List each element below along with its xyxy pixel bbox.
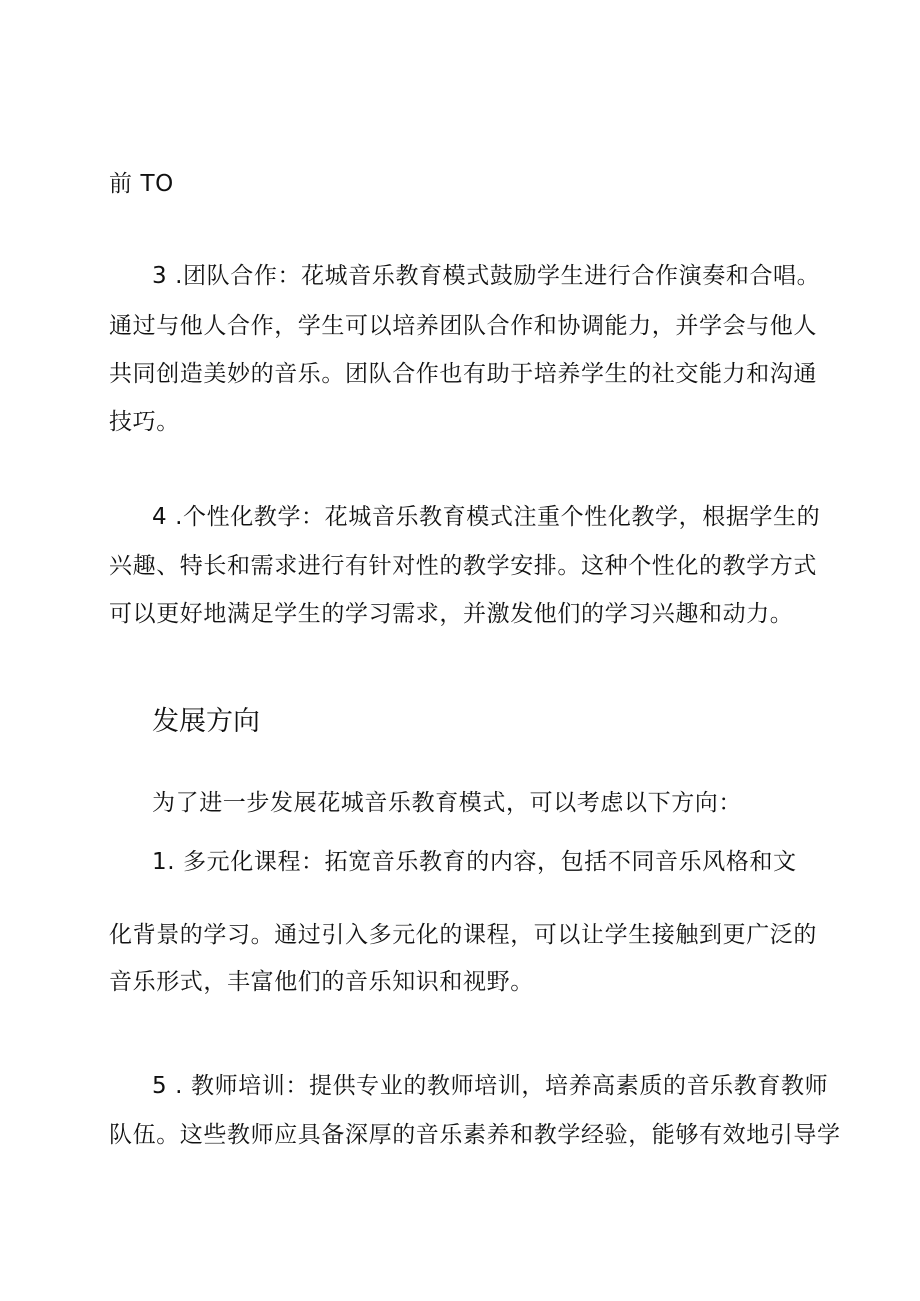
paragraph-line: 为了进一步发展花城音乐教育模式，可以考虑以下方向： <box>152 790 742 816</box>
paragraph-line: 音乐形式，丰富他们的音乐知识和视野。 <box>109 969 534 995</box>
paragraph-line: 5 . 教师培训：提供专业的教师培训，培养高素质的音乐教育教师 <box>152 1073 829 1099</box>
paragraph-line: 通过与他人合作，学生可以培养团队合作和协调能力，并学会与他人 <box>109 313 817 339</box>
paragraph-line: 4 .个性化教学：花城音乐教育模式注重个性化教学，根据学生的 <box>152 504 821 530</box>
paragraph-line: 化背景的学习。通过引入多元化的课程，可以让学生接触到更广泛的 <box>109 922 817 948</box>
paragraph-line: 前 TO <box>109 171 174 197</box>
section-heading: 发展方向 <box>152 706 260 737</box>
paragraph-line: 共同创造美妙的音乐。团队合作也有助于培养学生的社交能力和沟通 <box>109 361 817 387</box>
paragraph-line: 兴趣、特长和需求进行有针对性的教学安排。这种个性化的教学方式 <box>109 553 817 579</box>
paragraph-line: 1. 多元化课程：拓宽音乐教育的内容，包括不同音乐风格和文 <box>152 849 797 875</box>
paragraph-line: 3 .团队合作：花城音乐教育模式鼓励学生进行合作演奏和合唱。 <box>152 263 821 289</box>
paragraph-line: 队伍。这些教师应具备深厚的音乐素养和教学经验，能够有效地引导学 <box>109 1122 841 1148</box>
paragraph-line: 技巧。 <box>109 409 180 435</box>
paragraph-line: 可以更好地满足学生的学习需求，并激发他们的学习兴趣和动力。 <box>109 601 794 627</box>
